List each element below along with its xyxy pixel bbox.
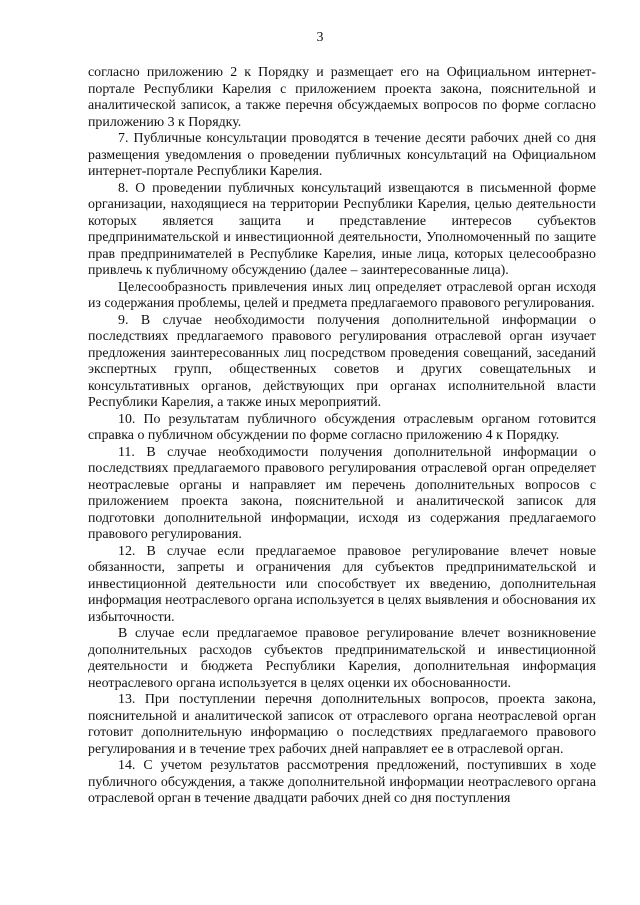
paragraph-14: 14. С учетом результатов рассмотрения предложений, поступивших в ходе публичного обсуждения, а также дополнительной информации неотраслевого органа отраслевой орган в течение двадцати рабочих дней со дня поступления (88, 758, 596, 806)
document-body (88, 65, 596, 808)
paragraph-8-note: Целесообразность привлечения иных лиц определяет отраслевой орган исходя из содержания проблемы, целей и предмета предлагаемого правового регулирования. (88, 279, 596, 311)
paragraph-continuation: согласно приложению 2 к Порядку и размещает его на Официальном интернет-портале Республики Карелия с приложением проекта закона, пояснительной и аналитической записок, а также перечня обсуждаемых вопросов по форме согласно приложению 3 к Порядку. (88, 65, 596, 130)
paragraph-10: 10. По результатам публичного обсуждения отраслевым органом готовится справка о публичном обсуждении по форме согласно приложению 4 к Порядку. (88, 411, 596, 443)
paragraph-12: 12. В случае если предлагаемое правовое регулирование влечет новые обязанности, запреты и ограничения для субъектов предпринимательской и инвестиционной деятельности или способствует их введению, дополнительная информация неотраслевого органа используется в целях выявления и обоснования их избыточности. (88, 543, 596, 625)
page-number: 3 (316, 30, 324, 45)
paragraph-13: 13. При поступлении перечня дополнительных вопросов, проекта закона, пояснительной и аналитической записок от отраслевого органа неотраслевой орган готовит дополнительную информацию о последствиях предлагаемого правового регулирования и в течение трех рабочих дней направляет ее в отраслевой орган. (88, 692, 596, 757)
paragraph-11: 11. В случае необходимости получения дополнительной информации о последствиях предлагаемого правового регулирования отраслевой орган определяет неотраслевые органы и направляет им перечень дополнительных вопросов с приложением проекта закона, пояснительной и аналитической записок для подготовки дополнительной информации, исходя из содержания предлагаемого правового регулирования. (88, 444, 596, 542)
paragraph-7: 7. Публичные консультации проводятся в течение десяти рабочих дней со дня размещения уведомления о проведении публичных консультаций на Официальном интернет-портале Республики Карелия. (88, 131, 596, 179)
paragraph-12-note: В случае если предлагаемое правовое регулирование влечет возникновение дополнительных расходов субъектов предпринимательской и инвестиционной деятельности и бюджета Республики Карелия, дополнительная информация неотраслевого органа используется в целях оценки их обоснованности. (88, 626, 596, 691)
paragraph-8: 8. О проведении публичных консультаций извещаются в письменной форме организации, находящиеся на территории Республики Карелия, целью деятельности которых является защита и представление интересов субъектов предпринимательской и инвестиционной деятельности, Уполномоченный по защите прав предпринимателей в Республике Карелия, иные лица, которых целесообразно привлечь к публичному обсуждению (далее – заинтересованные лица). (88, 180, 596, 278)
paragraph-9: 9. В случае необходимости получения дополнительной информации о последствиях предлагаемого правового регулирования отраслевой орган изучает предложения заинтересованных лиц посредством проведения совещаний, заседаний экспертных групп, общественных советов и других совещательных и консультативных органов, действующих при органах исполнительной власти Республики Карелия, а также иных мероприятий. (88, 312, 596, 410)
